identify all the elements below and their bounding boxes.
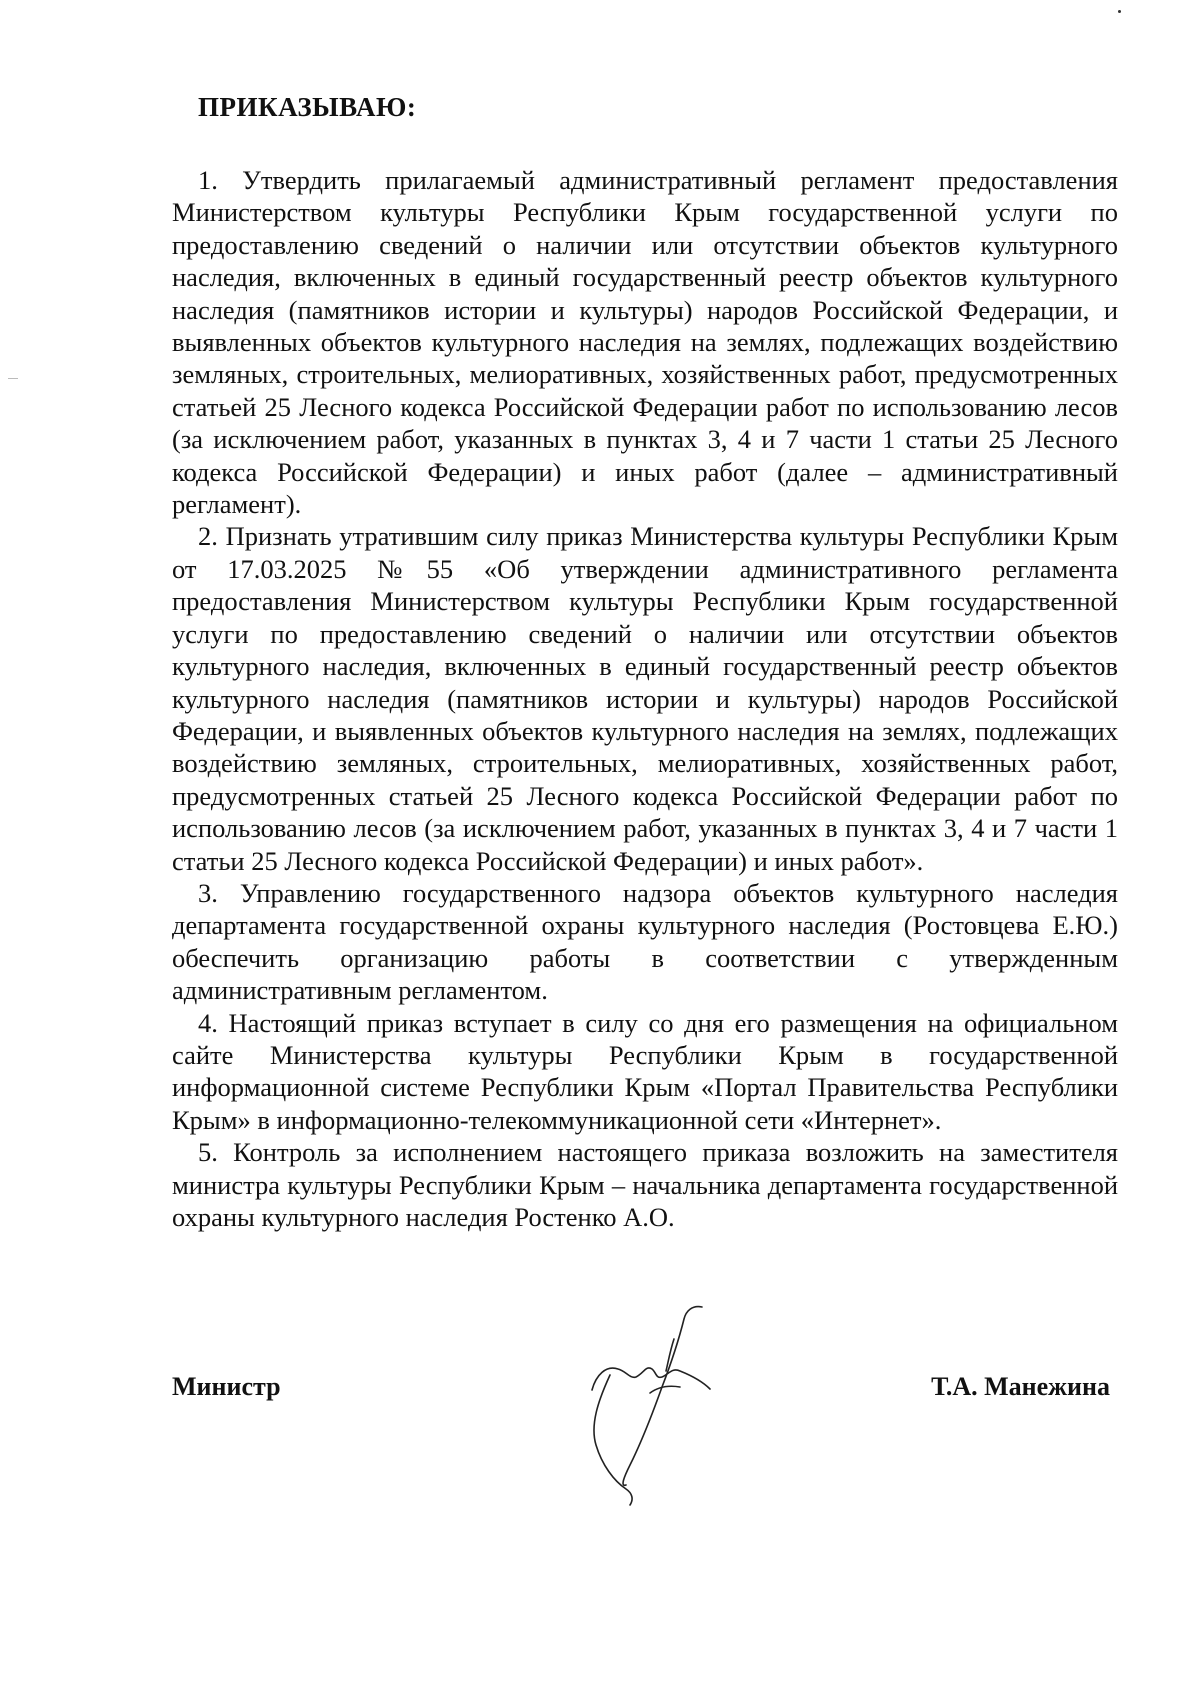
order-item-5: 5. Контроль за исполнением настоящего приказа возложить на заместителя министра культуры Республики Крым – начальника департамента государственной охраны культурного наследия Ростенко А.О. xyxy=(172,1137,1118,1232)
order-item-1: 1. Утвердить прилагаемый административный регламент предоставления Министерством культуры Республики Крым государственной услуги по предоставлению сведений о наличии или отсутствии объектов культурного наследия, включенных в единый государственный реестр объектов культурного наследия (памятников истории и культуры) народов Российской Федерации, и выявленных объектов культурного наследия на землях, подлежащих воздействию земляных, строительных, мелиоративных, хозяйственных работ, предусмотренных статьей 25 Лесного кодекса Российской Федерации работ по использованию лесов (за исключением работ, указанных в пунктах 3, 4 и 7 части 1 статьи 25 Лесного кодекса Российской Федерации) и иных работ (далее – административный регламент). xyxy=(172,165,1118,520)
order-body xyxy=(172,164,1118,1233)
scan-dot xyxy=(1118,10,1121,13)
order-item-2: 2. Признать утратившим силу приказ Министерства культуры Республики Крым от 17.03.2025 №55 «Об утверждении административного регламента предоставления Министерством культуры Республики Крым государственной услуги по предоставлению сведений о наличии или отсутствии объектов культурного наследия, включенных в единый государственный реестр объектов культурного наследия (памятников истории и культуры) народов Российской Федерации, и выявленных объектов культурного наследия на землях, подлежащих воздействию земляных, строительных, мелиоративных, хозяйственных работ, предусмотренных статьей 25 Лесного кодекса Российской Федерации работ по использованию лесов (за исключением работ, указанных в пунктах 3, 4 и 7 части 1 статьи 25 Лесного кодекса Российской Федерации) и иных работ». xyxy=(172,521,1118,876)
handwritten-signature xyxy=(590,1305,760,1515)
order-item-3: 3. Управлению государственного надзора объектов культурного наследия департамента государственной охраны культурного наследия (Ростовцева Е.Ю.) обеспечить организацию работы в соответствии с утвержденным административным регламентом. xyxy=(172,877,1118,1006)
signatory-name: Т.А. Манежина xyxy=(931,1372,1110,1401)
signatory-position: Министр xyxy=(172,1372,281,1401)
order-heading: ПРИКАЗЫВАЮ: xyxy=(198,92,417,122)
order-item-4: 4. Настоящий приказ вступает в силу со дня его размещения на официальном сайте Министерства культуры Республики Крым в государственной информационной системе Республики Крым «Портал Правительства Республики Крым» в информационно-телекоммуникационной сети «Интернет». xyxy=(172,1007,1118,1135)
scan-margin-mark xyxy=(8,378,18,379)
